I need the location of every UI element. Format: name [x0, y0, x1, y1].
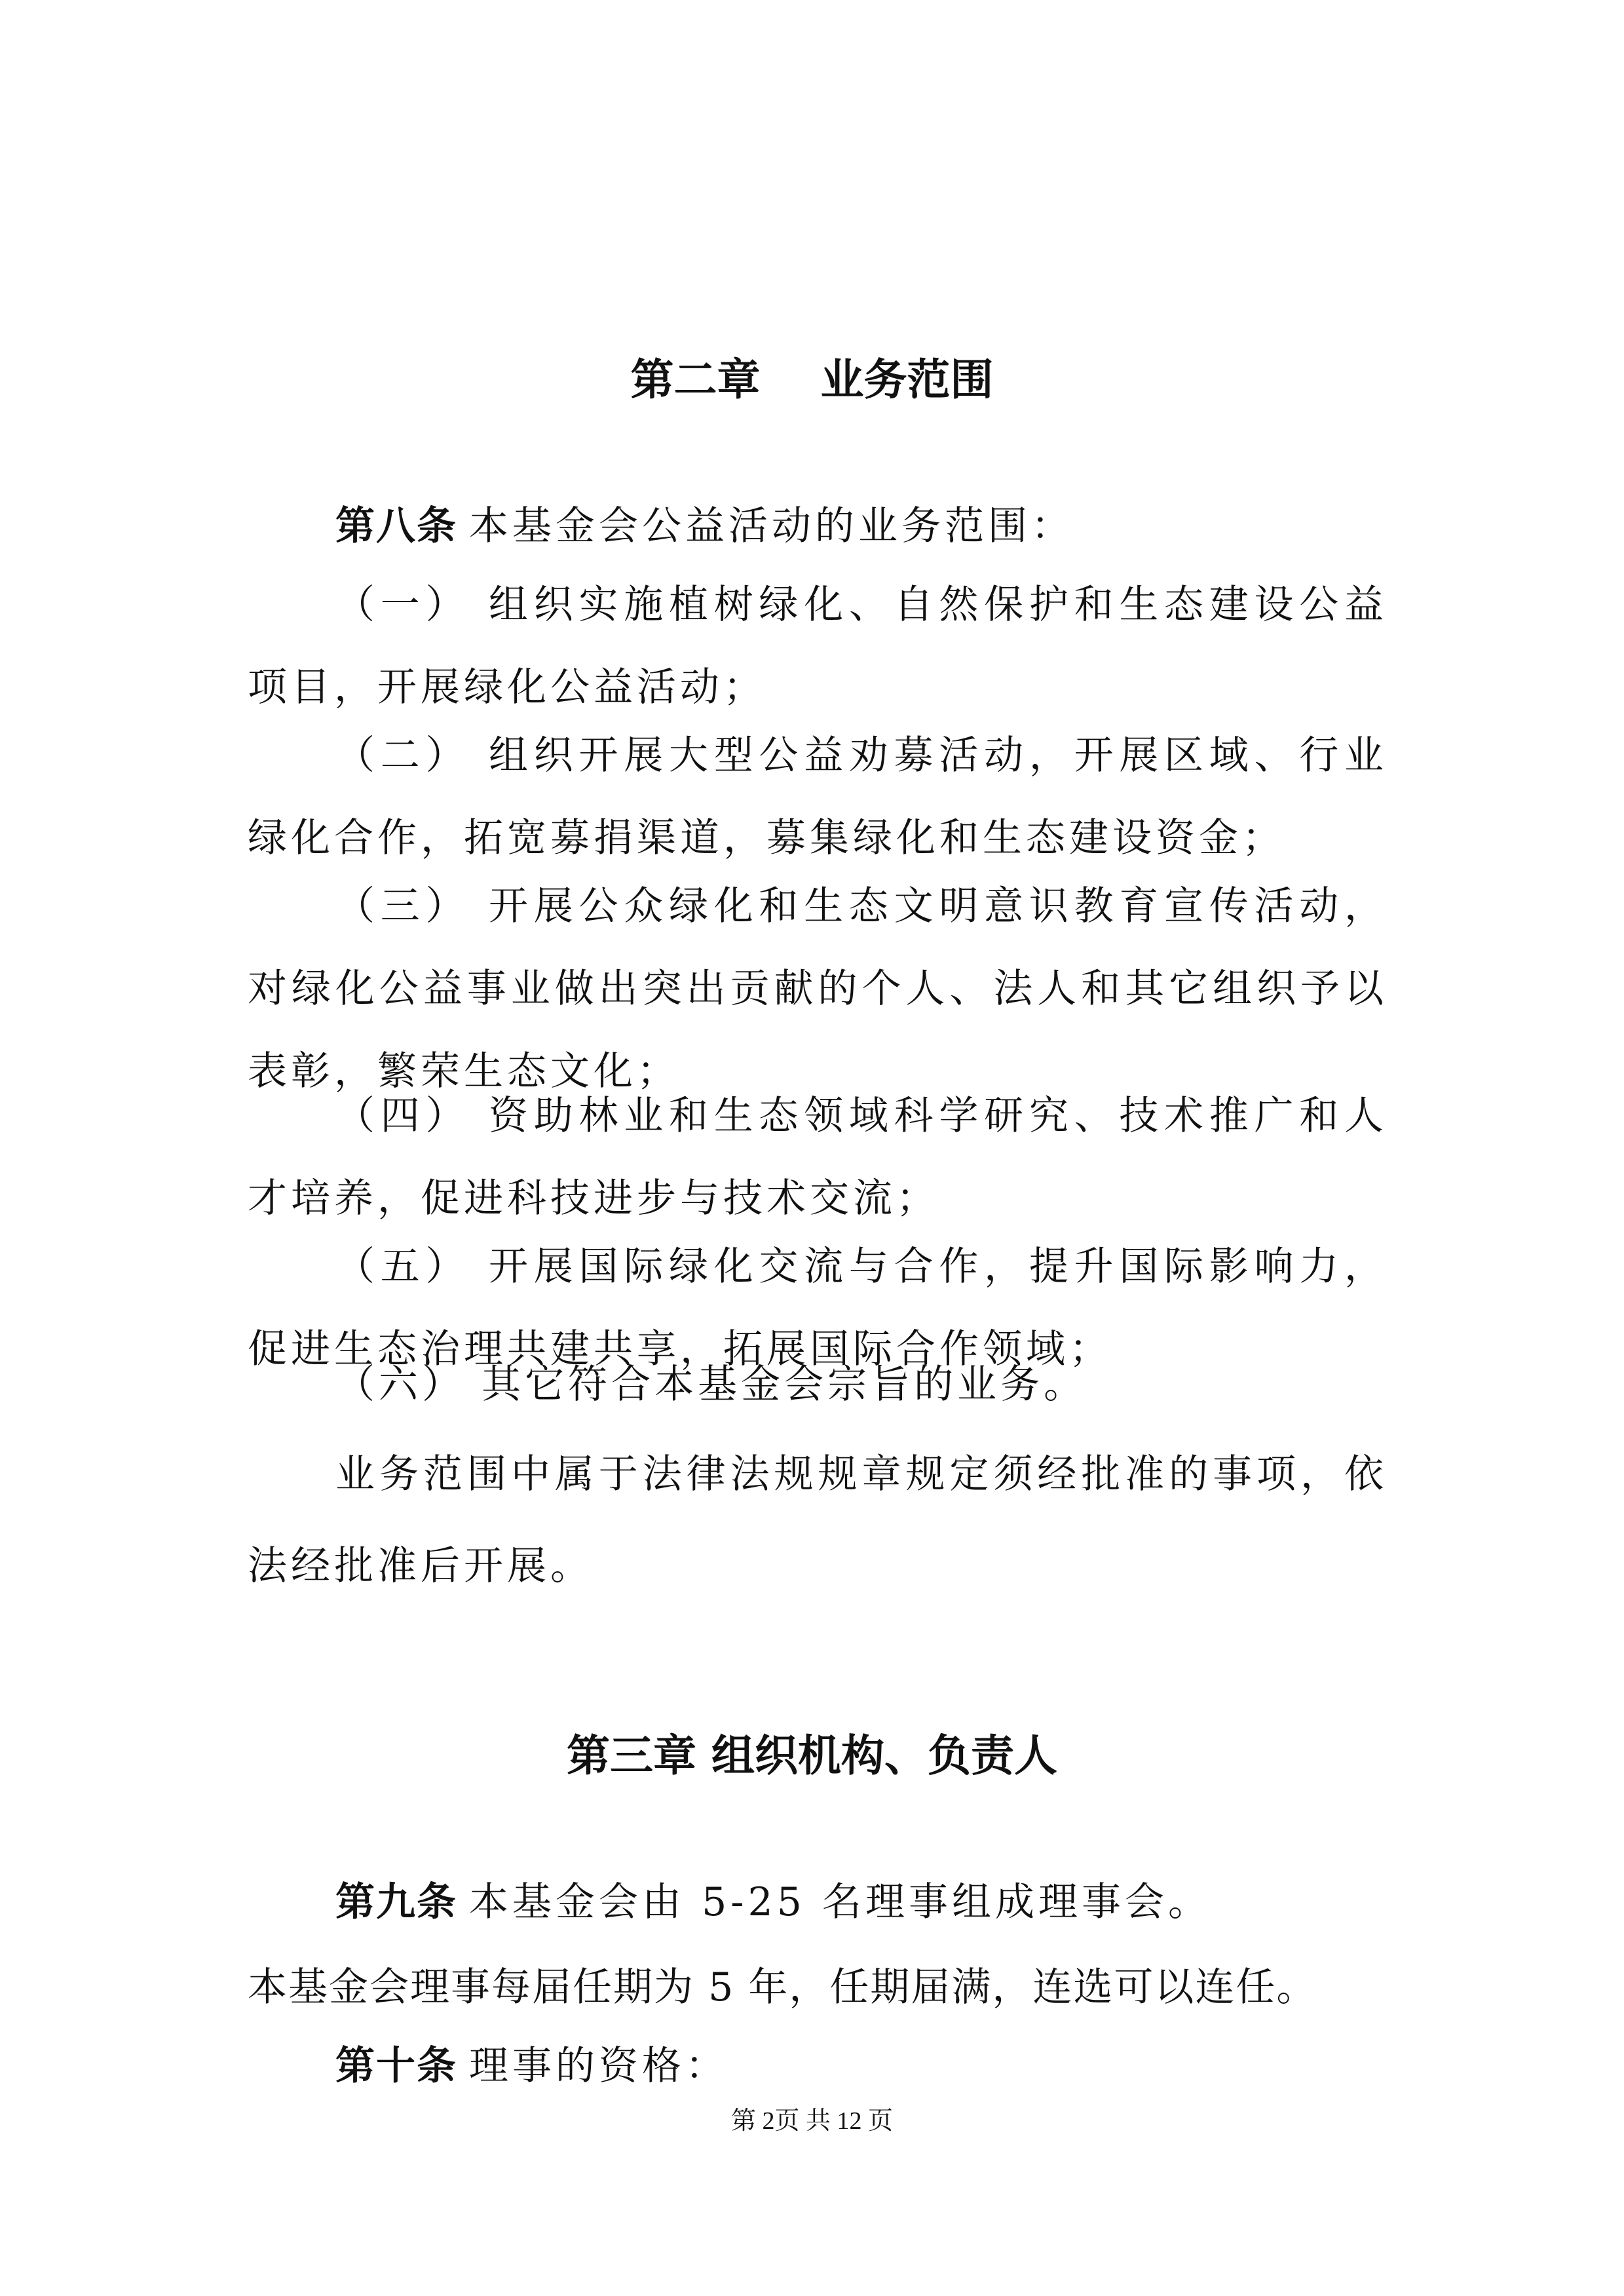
article-10-text: 理事的资格：	[469, 2043, 728, 2089]
article-8	[248, 485, 1388, 567]
article-8-item-1: （一） 组织实施植树绿化、自然保护和生态建设公益项目，开展绿化公益活动；	[248, 582, 1388, 710]
article-10-label: 第十条	[335, 2043, 457, 2089]
chapter-2-heading: 第二章 业务范围	[630, 354, 994, 405]
article-8-item-2: （二） 组织开展大型公益劝募活动，开展区域、行业绿化合作，拓宽募捐渠道，募集绿化和生态建设资金；	[248, 733, 1388, 861]
chapter-3-heading: 第三章 组织机构、负责人	[567, 1731, 1057, 1781]
article-9-label: 第九条	[335, 1879, 457, 1925]
article-8-closing: 业务范围中属于法律法规规章规定须经批准的事项，依法经批准后开展。	[248, 1451, 1388, 1589]
article-9	[248, 1861, 1388, 1943]
article-8-item-4: （四） 资助林业和生态领域科学研究、技术推广和人才培养，促进科技进步与技术交流；	[248, 1093, 1388, 1221]
article-8-text: 本基金会公益活动的业务范围：	[469, 503, 1074, 549]
article-9-text: 本基金会由 5-25 名理事组成理事会。	[469, 1879, 1211, 1925]
article-8-item-5: （五） 开展国际绿化交流与合作，提升国际影响力，促进生态治理共建共享，拓展国际合作领域；	[248, 1244, 1388, 1372]
article-9-continued: 本基金会理事每届任期为 5 年，任期届满，连选可以连任。	[248, 1964, 1317, 2010]
article-8-item-3: （三） 开展公众绿化和生态文明意识教育宣传活动，对绿化公益事业做出突出贡献的个人、法人和其它组织予以表彰，繁荣生态文化；	[248, 883, 1388, 1094]
article-8-item-6: （六） 其它符合本基金会宗旨的业务。	[335, 1362, 1087, 1407]
article-8-label: 第八条	[335, 503, 457, 549]
page-footer: 第 2页 共 12 页	[730, 2107, 893, 2135]
article-10	[248, 2025, 1388, 2107]
